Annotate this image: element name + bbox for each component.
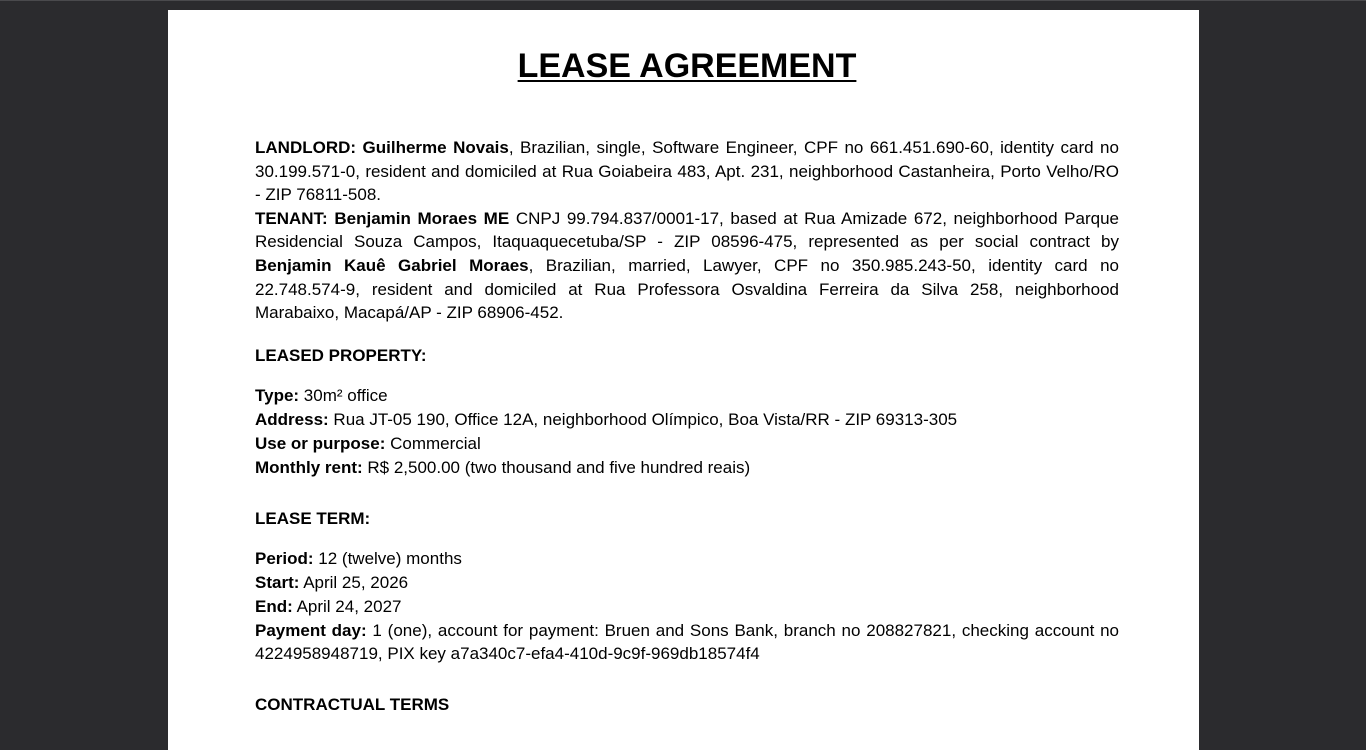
property-type-line (255, 384, 1119, 408)
term-payment-value: 1 (one), account for payment: Bruen and Sons Bank, branch no 208827821, checking account no 4224958948719, PIX key a7a340c7-efa4-410d-9c9f-969db18574f4 (255, 620, 1119, 664)
property-use-label: Use or purpose: (255, 433, 386, 453)
landlord-name: Guilherme Novais (362, 138, 509, 157)
contractual-terms-heading: CONTRACTUAL TERMS (255, 695, 450, 715)
landlord-paragraph (255, 136, 1119, 207)
property-rent-value: R$ 2,500.00 (two thousand and five hundred reais) (362, 457, 751, 477)
property-type-label: Type: (255, 386, 300, 406)
term-end-line (255, 595, 1119, 619)
property-address-value: Rua JT-05 190, Office 12A, neighborhood Olímpico, Boa Vista/RR - ZIP 69313-305 (328, 410, 958, 430)
lease-term-block (255, 547, 1119, 666)
term-period-value: 12 (twelve) months (313, 549, 462, 569)
document-page (168, 10, 1199, 750)
landlord-label: LANDLORD: (255, 138, 357, 157)
lease-term-heading: LEASE TERM: (255, 508, 371, 528)
term-period-line (255, 547, 1119, 571)
property-type-value: 30m² office (299, 386, 388, 406)
term-start-line (255, 571, 1119, 595)
term-period-label: Period: (255, 549, 314, 569)
tenant-paragraph (255, 207, 1119, 325)
tenant-details: CNPJ 99.794.837/0001-17, based at Rua Amizade 672, neighborhood Parque Residencial Souza Campos, Itaquaquecetuba/SP - ZIP 08596-475, represented as per social contract by (255, 208, 1119, 252)
document-title: LEASE AGREEMENT (517, 47, 857, 85)
property-use-value: Commercial (385, 433, 481, 453)
property-use-line (255, 432, 1119, 456)
property-address-label: Address: (255, 410, 329, 430)
tenant-label: TENANT: (255, 208, 328, 228)
viewer-top-border (0, 0, 1366, 1)
tenant-name: Benjamin Moraes ME (334, 208, 510, 228)
tenant-representative-details: , Brazilian, married, Lawyer, CPF no 350.985.243-50, identity card no 22.748.574-9, resident and domiciled at Rua Professora Osvaldina Ferreira da Silva 258, neighborhood Marabaixo, Macapá/AP - ZIP 68906-452. (255, 255, 1119, 323)
tenant-representative: Benjamin Kauê Gabriel Moraes (255, 255, 529, 275)
term-start-value: April 25, 2026 (299, 572, 409, 592)
term-start-label: Start: (255, 572, 300, 592)
leased-property-heading: LEASED PROPERTY: (255, 345, 427, 365)
document-content (255, 10, 1119, 717)
term-payment-label: Payment day: (255, 620, 367, 640)
property-address-line (255, 408, 1119, 432)
term-end-value: April 24, 2027 (292, 596, 402, 616)
leased-property-block (255, 384, 1119, 479)
term-payment-line (255, 619, 1119, 667)
term-end-label: End: (255, 596, 293, 616)
property-rent-label: Monthly rent: (255, 457, 363, 477)
property-rent-line (255, 456, 1119, 480)
landlord-details: , Brazilian, single, Software Engineer, CPF no 661.451.690-60, identity card no 30.199.571-0, resident and domiciled at Rua Goiabeira 483, Apt. 231, neighborhood Castanheira, Porto Velho/RO - ZIP 76811-508. (255, 138, 1119, 205)
